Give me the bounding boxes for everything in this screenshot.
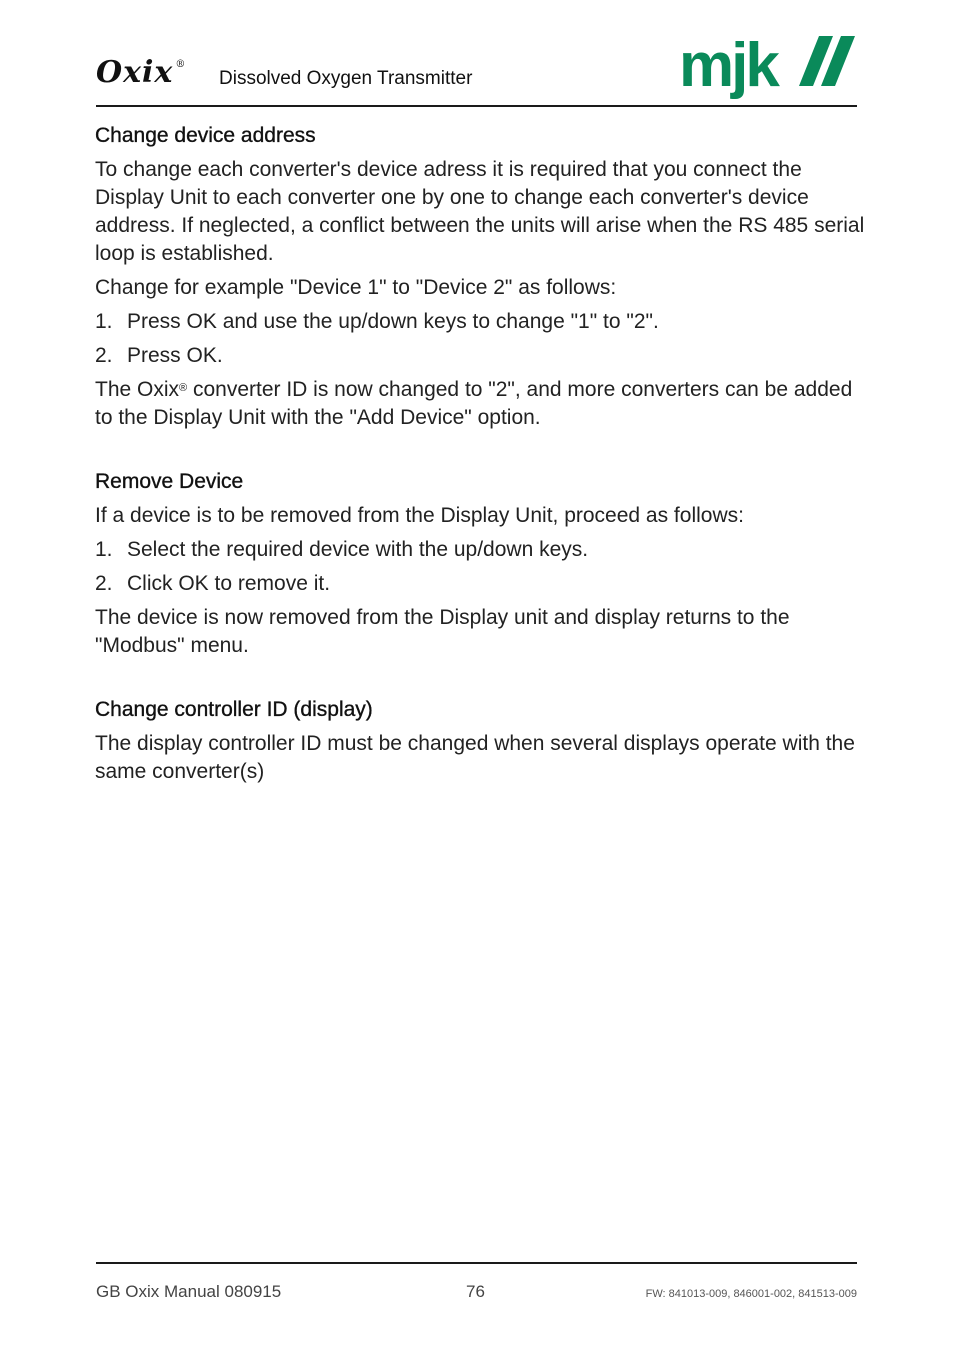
section-heading: Remove Device bbox=[95, 470, 244, 493]
mjk-logo bbox=[679, 32, 857, 102]
oxix-logo bbox=[96, 55, 187, 90]
step-text: Click OK to remove it. bbox=[127, 572, 331, 595]
step-number: 1. bbox=[95, 310, 113, 333]
step-text: Press OK and use the up/down keys to change "1" to "2". bbox=[127, 310, 659, 333]
list-item bbox=[95, 308, 865, 336]
section-remove-device bbox=[95, 468, 865, 660]
paragraph: To change each converter's device adress it is required that you connect the Display Unit to each converter one by one to change each converter's device address. If neglected, a conflict between the units will arise when the RS 485 serial loop is established. bbox=[95, 158, 865, 265]
document-body bbox=[95, 122, 865, 822]
registered-mark: ® bbox=[175, 59, 187, 70]
step-number: 2. bbox=[95, 572, 113, 595]
list-item bbox=[95, 536, 865, 564]
paragraph bbox=[95, 376, 865, 432]
paragraph: Change for example "Device 1" to "Device 2" as follows: bbox=[95, 276, 617, 299]
registered-mark: ® bbox=[179, 382, 188, 394]
manual-name: GB Oxix Manual 080915 bbox=[96, 1282, 282, 1301]
firmware-version: FW: 841013-009, 846001-002, 841513-009 bbox=[645, 1288, 857, 1300]
header-title: Dissolved Oxygen Transmitter bbox=[219, 68, 473, 89]
section-heading: Change controller ID (display) bbox=[95, 698, 373, 721]
section-change-controller-id bbox=[95, 696, 865, 786]
paragraph: If a device is to be removed from the Display Unit, proceed as follows: bbox=[95, 504, 744, 527]
page-footer bbox=[96, 1262, 857, 1314]
page-header bbox=[96, 30, 857, 107]
step-text: Select the required device with the up/down keys. bbox=[127, 538, 589, 561]
paragraph-text: The Oxix bbox=[95, 378, 180, 401]
section-heading: Change device address bbox=[95, 124, 316, 147]
step-list bbox=[95, 308, 865, 370]
paragraph-text: converter ID is now changed to "2", and more converters can be added to the Display Unit with the "Add Device" option. bbox=[95, 378, 853, 429]
step-text: Press OK. bbox=[127, 344, 223, 367]
step-number: 2. bbox=[95, 344, 113, 367]
paragraph: The device is now removed from the Display unit and display returns to the "Modbus" menu. bbox=[95, 606, 790, 657]
list-item bbox=[95, 342, 865, 370]
paragraph: The display controller ID must be changed when several displays operate with the same converter(s) bbox=[95, 732, 855, 783]
step-number: 1. bbox=[95, 538, 113, 561]
page-number: 76 bbox=[466, 1282, 485, 1301]
section-change-device-address bbox=[95, 122, 865, 432]
oxix-logo-text: Oxix bbox=[96, 55, 174, 90]
step-list bbox=[95, 536, 865, 598]
mjk-logo-text: mjk bbox=[679, 32, 777, 100]
list-item bbox=[95, 570, 865, 598]
